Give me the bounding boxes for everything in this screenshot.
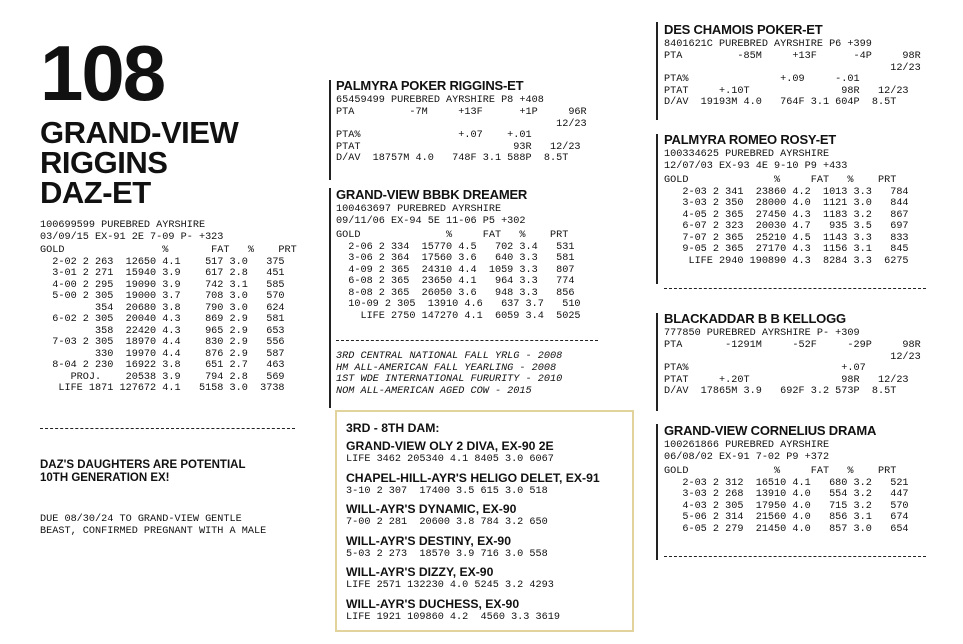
section-divider (40, 428, 295, 429)
pedigree-connector-sgdam (656, 424, 658, 560)
sgs-genetic-evaluation: PTA -1291M -52F -29P 98R 12/23 PTA% +.07 PTAT +.20T 98R 12/23 D/AV 17865M 3.9 692F 3.2 573P 8.5T (664, 340, 921, 397)
section-divider (664, 556, 926, 557)
sgs-registration-info: 777850 PUREBRED AYRSHIRE P- +309 (664, 328, 860, 339)
pedigree-connector-dam (329, 188, 331, 408)
dam-registration-info: 100463697 PUREBRED AYRSHIRE 09/11/06 EX-94 5E 11-06 P5 +302 (336, 204, 526, 227)
dams-3rd-8th-box (335, 410, 634, 632)
pedigree-connector-sgs (656, 313, 658, 411)
mgs-genetic-evaluation: PTA -85M +13F -4P 98R 12/23 PTA% +.09 -.01 PTAT +.10T 98R 12/23 D/AV 19193M 4.0 764F 3.1 604P 8.5T (664, 51, 921, 108)
sgdam-registration-info: 100261866 PUREBRED AYRSHIRE 06/08/02 EX-91 7-02 P9 +372 (664, 440, 830, 463)
dam-honors: 3RD CENTRAL NATIONAL FALL YRLG - 2008 HM ALL-AMERICAN FALL YEARLING - 2008 1ST WDE INTERNATIONAL FURURITY - 2010 NOM ALL-AMERICAN AGED COW - 2015 (336, 351, 563, 397)
dam-entry-name: WILL-AYR'S DYNAMIC, EX-90 (346, 502, 517, 516)
dam-entry-record: 5-03 2 273 18570 3.9 716 3.0 558 (346, 548, 548, 560)
pedigree-connector-sire (329, 80, 331, 180)
dam-entry-name: CHAPEL-HILL-AYR'S HELIGO DELET, EX-91 (346, 470, 600, 485)
dam-entry-name: WILL-AYR'S DIZZY, EX-90 (346, 565, 494, 579)
sgdam-production-table: GOLD % FAT % PRT 2-03 2 312 16510 4.1 680 3.2 521 3-03 2 268 13910 4.0 554 3.2 447 4-03 2 305 17950 4.0 715 3.2 570 5-06 2 314 21560 4.0 856 3.1 674 6-05 2 279 21450 4.0 857 3.0 654 (664, 466, 909, 535)
dam-entry-record: 3-10 2 307 17400 3.5 615 3.0 518 (346, 485, 548, 497)
sire-genetic-evaluation: PTA -7M +13F +1P 96R 12/23 PTA% +.07 +.01 PTAT 93R 12/23 D/AV 18757M 4.0 748F 3.1 588P 8.5T (336, 107, 587, 164)
cow-name-line-2: RIGGINS (40, 145, 168, 180)
sire-registration-info: 65459499 PUREBRED AYRSHIRE P8 +408 (336, 95, 544, 106)
dam-entry-record: LIFE 2571 132230 4.0 5245 3.2 4293 (346, 580, 554, 591)
dam-entry-name: WILL-AYR'S DUCHESS, EX-90 (346, 596, 520, 611)
dam-entry-name: WILL-AYR'S DESTINY, EX-90 (346, 533, 511, 548)
dam-entry-record: LIFE 3462 205340 4.1 8405 3.0 6067 (346, 454, 554, 465)
sgdam-name: GRAND-VIEW CORNELIUS DRAMA (664, 423, 877, 438)
pedigree-connector-mgs (656, 22, 658, 120)
dam-entry-record: 7-00 2 281 20600 3.8 784 3.2 650 (346, 517, 548, 528)
dam-entry-name: GRAND-VIEW OLY 2 DIVA, EX-90 2E (346, 439, 554, 453)
cow-production-table: GOLD % FAT % PRT 2-02 2 263 12650 4.1 517 3.0 375 3-01 2 271 15940 3.9 617 2.8 451 4-00 2 295 19090 3.9 742 3.1 585 5-00 2 305 19000 3.7 708 3.0 570 354 20680 3.8 790 3.0 624 6-02 2 305 20040 4.3 869 2.9 581 358 22420 4.3 965 2.9 653 7-03 2 305 18970 4.4 830 2.9 556 330 19970 4.4 876 2.9 587 8-04 2 230 16922 3.8 651 2.7 463 PROJ. 20538 3.9 794 2.8 569 LIFE 1871 127672 4.1 5158 3.0 3738 (40, 245, 297, 394)
granddam-name: PALMYRA ROMEO ROSY-ET (664, 132, 837, 147)
pedigree-connector-gdam (656, 134, 658, 284)
cow-name-line-3: DAZ-ET (40, 175, 151, 210)
dam-production-table: GOLD % FAT % PRT 2-06 2 334 15770 4.5 702 3.4 531 3-06 2 364 17560 3.6 640 3.3 581 4-09 2 365 24310 4.4 1059 3.3 807 6-08 2 365 23650 4.1 964 3.3 774 8-08 2 365 26050 3.6 948 3.3 856 10-09 2 305 13910 4.6 637 3.7 510 LIFE 2750 147270 4.1 6059 3.4 5025 (336, 230, 581, 322)
dam-entry-record: LIFE 1921 109860 4.2 4560 3.3 3619 (346, 611, 560, 623)
sgs-name: BLACKADDAR B B KELLOGG (664, 311, 846, 326)
mgs-registration-info: 8401621C PUREBRED AYRSHIRE P6 +399 (664, 39, 872, 50)
daughters-callout: DAZ'S DAUGHTERS ARE POTENTIAL 10TH GENERATION EX! (40, 459, 246, 484)
mgs-name: DES CHAMOIS POKER-ET (664, 22, 823, 37)
granddam-production-table: GOLD % FAT % PRT 2-03 2 341 23860 4.2 1013 3.3 784 3-03 2 350 28000 4.0 1121 3.0 844 4-05 2 365 27450 4.3 1183 3.2 867 6-07 2 323 20030 4.7 935 3.5 697 7-07 2 365 25210 4.5 1143 3.3 833 9-05 2 365 27170 4.3 1156 3.1 845 LIFE 2940 190890 4.3 8284 3.3 6275 (664, 175, 909, 267)
cow-name (40, 115, 239, 210)
dam-name: GRAND-VIEW BBBK DREAMER (336, 187, 528, 202)
granddam-registration-info: 100334625 PUREBRED AYRSHIRE 12/07/03 EX-93 4E 9-10 P9 +433 (664, 149, 848, 172)
breeding-note: DUE 08/30/24 TO GRAND-VIEW GENTLE BEAST, CONFIRMED PREGNANT WITH A MALE (40, 514, 267, 537)
dams-heading: 3RD - 8TH DAM: (346, 421, 440, 435)
cow-name-line-1: GRAND-VIEW (40, 115, 239, 150)
section-divider (336, 340, 598, 341)
section-divider (664, 288, 926, 289)
cow-registration-info: 100699599 PUREBRED AYRSHIRE 03/09/15 EX-91 2E 7-09 P- +323 (40, 220, 224, 243)
sire-name: PALMYRA POKER RIGGINS-ET (336, 78, 524, 93)
lot-number: 108 (40, 29, 165, 117)
